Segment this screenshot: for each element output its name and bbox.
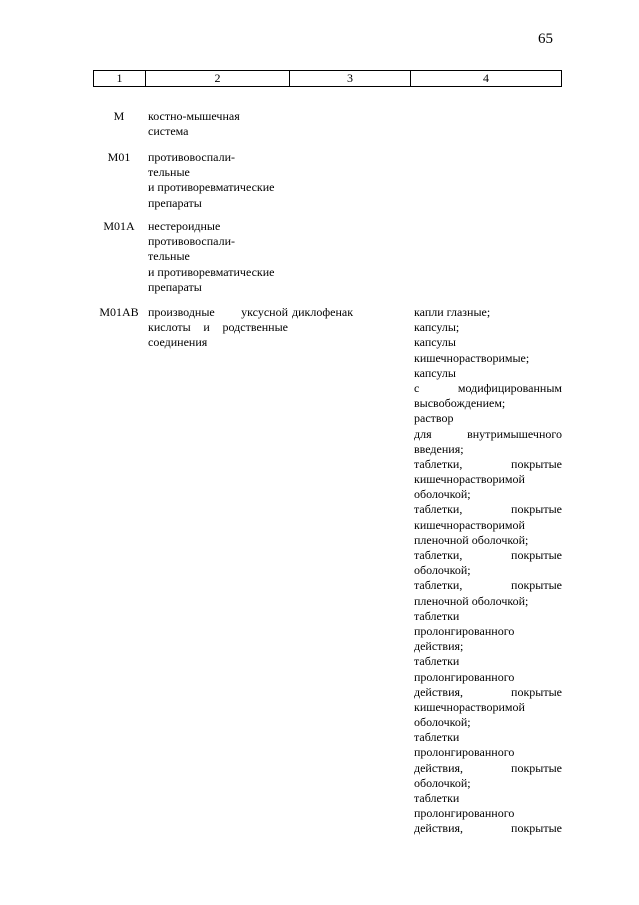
dosage-form-line: кишечнорастворимые; bbox=[414, 350, 530, 365]
dosage-form-line: высвобождением; bbox=[414, 396, 506, 411]
page-number: 65 bbox=[538, 31, 553, 47]
group-name-line: препараты bbox=[148, 279, 202, 294]
group-name-line: производные уксусной bbox=[148, 305, 288, 319]
dosage-form-line: таблетки bbox=[414, 791, 460, 805]
dosage-form-line: таблетки, покрытые bbox=[414, 502, 562, 517]
dosage-form-line: таблетки bbox=[414, 608, 460, 623]
group-name bbox=[148, 305, 288, 351]
group-name-line: соединения bbox=[148, 335, 208, 350]
dosage-form-line: оболочкой; bbox=[414, 775, 471, 790]
dosage-form-line: пролонгированного bbox=[414, 623, 515, 638]
dosage-forms bbox=[414, 305, 562, 837]
table-header bbox=[93, 70, 562, 87]
dosage-form-line: пленочной оболочкой; bbox=[414, 532, 529, 547]
group-name-line: тельные bbox=[148, 249, 190, 264]
dosage-form-line: оболочкой; bbox=[414, 715, 471, 730]
group-name-line: противовоспали- bbox=[148, 150, 235, 164]
dosage-form-line: пролонгированного bbox=[414, 745, 515, 760]
group-name-line: противовоспали- bbox=[148, 234, 235, 249]
group-name bbox=[148, 109, 288, 139]
dosage-form-line: таблетки, покрытые bbox=[414, 578, 562, 593]
dosage-form-line: кишечнорастворимой bbox=[414, 472, 525, 487]
dosage-form-line: введения; bbox=[414, 441, 464, 456]
dosage-form-line: кишечнорастворимой bbox=[414, 699, 525, 714]
group-name-line: и противоревматические bbox=[148, 180, 275, 195]
dosage-form-line: с модифицированным bbox=[414, 380, 562, 395]
group-name-line: костно-мышечная bbox=[148, 109, 240, 123]
group-name bbox=[148, 150, 288, 211]
dosage-form-line: таблетки, покрытые bbox=[414, 548, 562, 562]
group-name-line: тельные bbox=[148, 165, 190, 180]
dosage-form-line: действия, покрытые bbox=[414, 821, 562, 836]
dosage-form-line: оболочкой; bbox=[414, 487, 471, 502]
header-cell-2: 2 bbox=[146, 71, 290, 86]
dosage-form-line: капли глазные; bbox=[414, 305, 491, 319]
dosage-form-line: пленочной оболочкой; bbox=[414, 593, 529, 608]
dosage-form-line: действия, покрытые bbox=[414, 760, 562, 775]
dosage-form-line: капсулы bbox=[414, 335, 456, 350]
dosage-form-line: действия, покрытые bbox=[414, 684, 562, 699]
dosage-form-line: таблетки bbox=[414, 730, 460, 745]
dosage-form-line: капсулы bbox=[414, 365, 456, 380]
atc-code: M01 bbox=[107, 150, 131, 164]
dosage-form-line: раствор bbox=[414, 411, 454, 426]
drug-name: диклофенак bbox=[292, 305, 354, 319]
header-cell-3: 3 bbox=[290, 71, 411, 86]
dosage-form-line: пролонгированного bbox=[414, 669, 515, 684]
atc-code: M01A bbox=[103, 219, 135, 233]
dosage-form-line: таблетки, покрытые bbox=[414, 456, 562, 471]
dosage-form-line: действия; bbox=[414, 639, 464, 654]
atc-code: M01AB bbox=[99, 305, 139, 319]
header-cell-1: 1 bbox=[94, 71, 146, 86]
dosage-form-line: пролонгированного bbox=[414, 806, 515, 821]
dosage-form-line: кишечнорастворимой bbox=[414, 517, 525, 532]
dosage-form-line: таблетки bbox=[414, 654, 460, 669]
dosage-form-line: оболочкой; bbox=[414, 563, 471, 578]
dosage-form-line: капсулы; bbox=[414, 320, 460, 335]
dosage-form-line: для внутримышечного bbox=[414, 426, 562, 441]
header-cell-4: 4 bbox=[483, 71, 489, 85]
group-name-line: препараты bbox=[148, 195, 202, 210]
group-name-line: кислоты и родственные bbox=[148, 320, 288, 335]
group-name-line: система bbox=[148, 124, 189, 139]
group-name bbox=[148, 219, 288, 295]
group-name-line: и противоревматические bbox=[148, 264, 275, 279]
atc-code: M bbox=[113, 109, 125, 123]
group-name-line: нестероидные bbox=[148, 219, 221, 233]
